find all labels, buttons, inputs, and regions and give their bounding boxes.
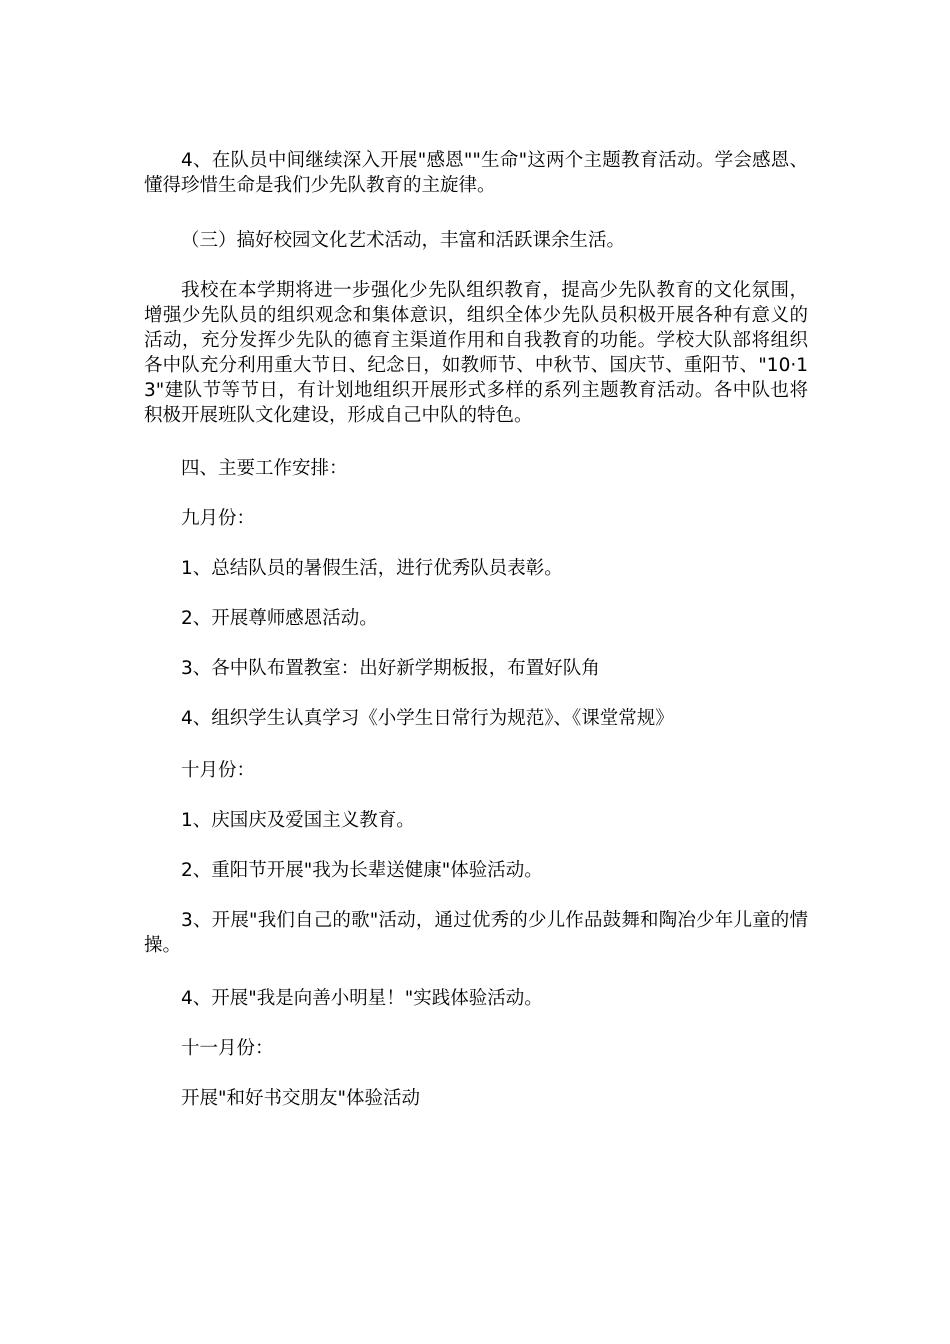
- september-item-3: 3、各中队布置教室：出好新学期板报，布置好队角: [181, 658, 600, 679]
- paragraph-item-4-gratitude-life: 4、在队员中间继续深入开展"感恩""生命"这两个主题教育活动。学会感恩、懂得珍惜生命是我们少先队教育的主旋律。: [144, 150, 808, 196]
- september-item-2: 2、开展尊师感恩活动。: [181, 608, 378, 629]
- september-item-4: 4、组织学生认真学习《小学生日常行为规范》、《课堂常规》: [181, 708, 674, 729]
- september-item-1: 1、总结队员的暑假生活，进行优秀队员表彰。: [181, 558, 563, 579]
- section-heading-work-arrangement: 四、主要工作安排：: [181, 458, 348, 479]
- october-item-3: 3、开展"我们自己的歌"活动，通过优秀的少儿作品鼓舞和陶冶少年儿童的情操。: [144, 910, 808, 956]
- paragraph-campus-culture-body: 我校在本学期将进一步强化少先队组织教育，提高少先队教育的文化氛围，增强少先队员的组织观念和集体意识，组织全体少先队员积极开展各种有意义的活动，充分发挥少先队的德育主渠道作用和自我教育的功能。学校大队部将组织各中队充分利用重大节日、纪念日，如教师节、中秋节、国庆节、重阳节、"10·13"建队节等节日，有计划地组织开展形式多样的系列主题教育活动。各中队也将积极开展班队文化建设，形成自己中队的特色。: [144, 280, 808, 426]
- october-item-2: 2、重阳节开展"我为长辈送健康"体验活动。: [181, 860, 543, 881]
- november-item-1: 开展"和好书交朋友"体验活动: [181, 1088, 421, 1109]
- october-item-4: 4、开展"我是向善小明星！"实践体验活动。: [181, 988, 543, 1009]
- section-heading-campus-culture: （三）搞好校园文化艺术活动，丰富和活跃课余生活。: [181, 230, 626, 251]
- october-item-1: 1、庆国庆及爱国主义教育。: [181, 810, 415, 831]
- month-heading-september: 九月份：: [181, 508, 256, 529]
- month-heading-november: 十一月份：: [181, 1038, 274, 1059]
- month-heading-october: 十月份：: [181, 760, 256, 781]
